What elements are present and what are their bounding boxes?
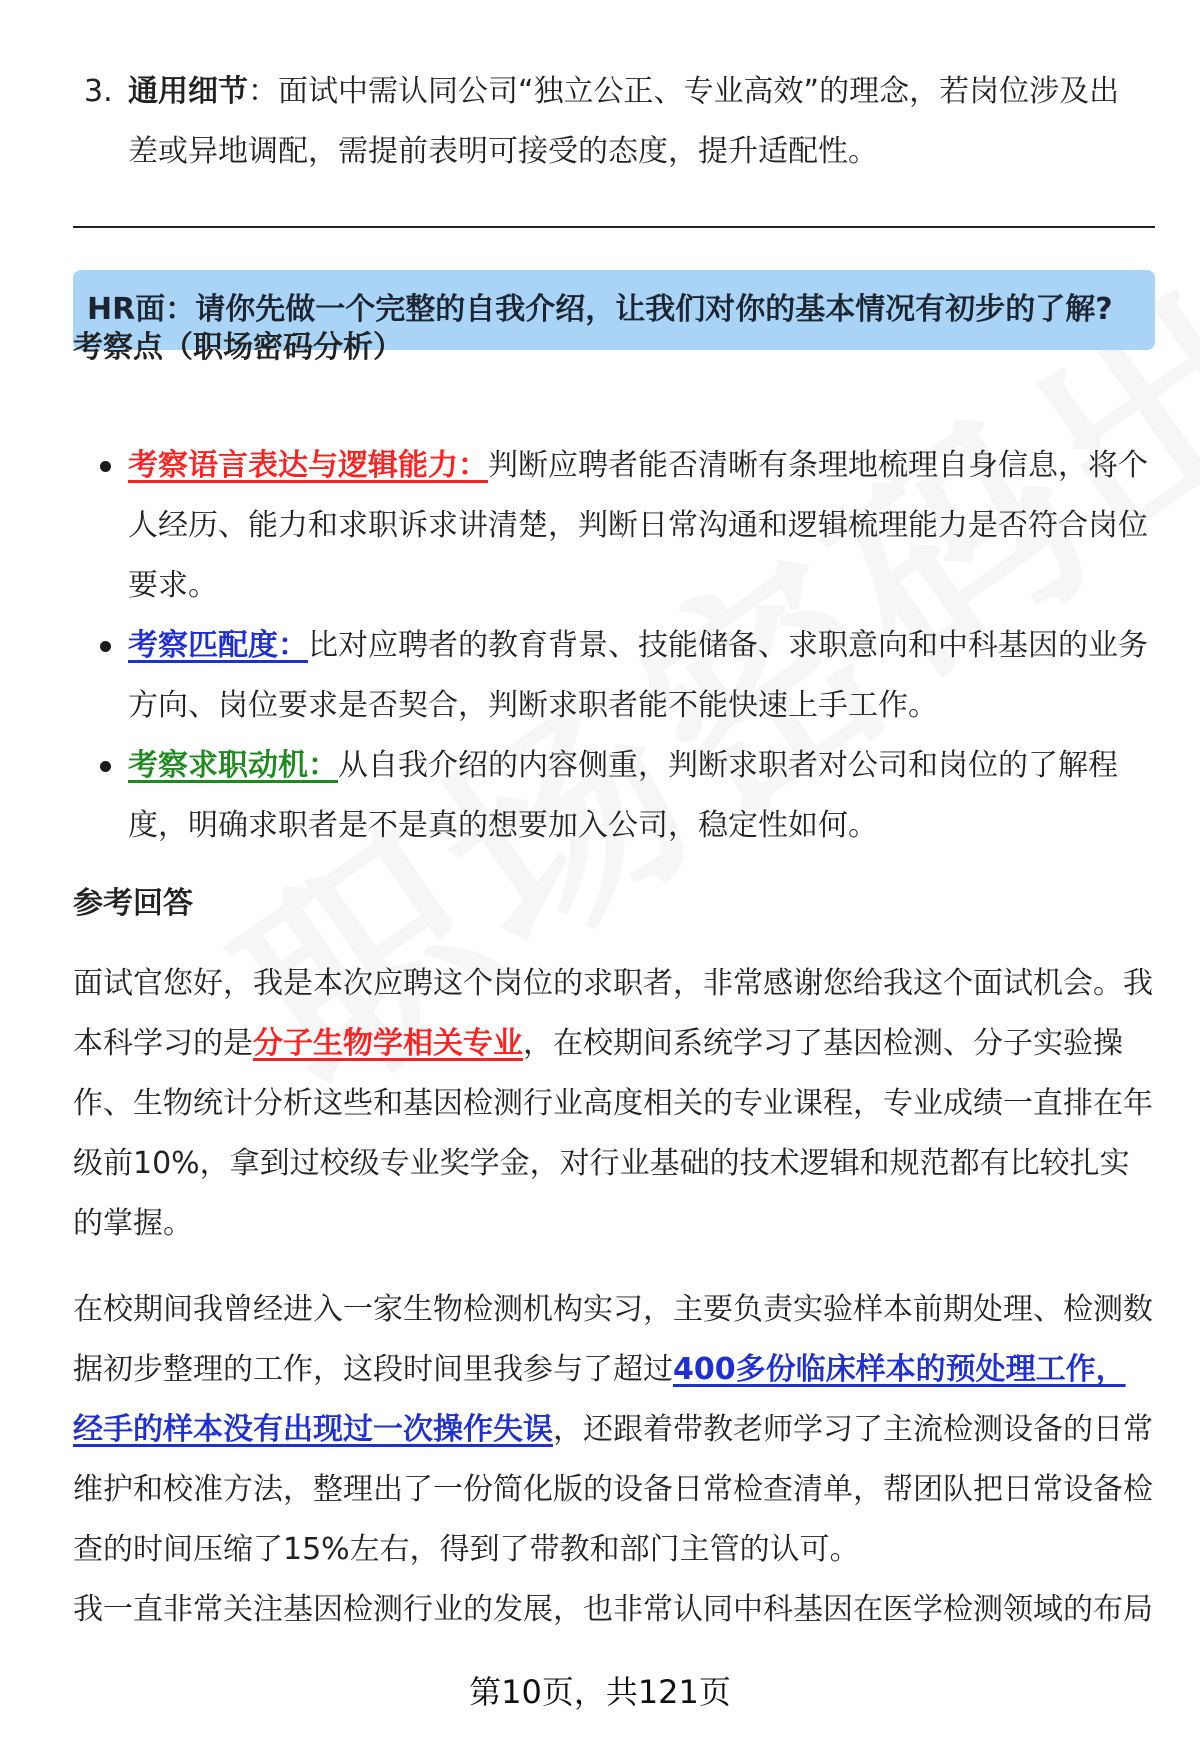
analysis-heading: 考察点（职场密码分析）: [73, 330, 403, 365]
list-item: [73, 616, 1155, 736]
page-number: 第10页，共121页: [469, 1673, 731, 1711]
bullet-keyword: 考察求职动机：: [128, 748, 338, 783]
para-text: 在校期间我曾经进入一家生物检测机构实习，主要负责实验样本前期处理、检测数据初步整理的工作，这段时间里我参与了超过: [73, 1292, 1153, 1387]
numbered-item-3: [84, 62, 1144, 182]
question-text: HR面：请你先做一个完整的自我介绍，让我们对你的基本情况有初步的了解?: [87, 292, 1113, 327]
bullet-dot: [100, 461, 111, 472]
para-highlight: 分子生物学相关专业: [253, 1026, 523, 1061]
item-separator: ：: [248, 74, 278, 109]
answer-paragraph-1: [73, 954, 1155, 1254]
para-text: ，在校期间系统学习了基因检测、分子实验操作、生物统计分析这些和基因检测行业高度相关的专业课程，专业成绩一直排在年级前10%，拿到过校级专业奖学金，对行业基础的技术逻辑和规范都有比较扎实的掌握。: [73, 1026, 1153, 1241]
answer-paragraph-3: 我一直非常关注基因检测行业的发展，也非常认同中科基因在医学检测领域的布局: [73, 1592, 1153, 1627]
bullet-dot: [100, 761, 111, 772]
answer-paragraph-2: [73, 1280, 1155, 1580]
bullet-text: 判断应聘者能否清晰有条理地梳理自身信息，将个人经历、能力和求职诉求讲清楚，判断日常沟通和逻辑梳理能力是否符合岗位要求。: [128, 448, 1148, 603]
bullet-keyword: 考察匹配度：: [128, 628, 308, 663]
para-text: 面试官您好，我是本次应聘这个岗位的求职者，非常感谢您给我这个面试机会。我本科学习的是: [73, 966, 1153, 1061]
bullet-keyword: 考察语言表达与逻辑能力：: [128, 448, 488, 483]
para-text: ，还跟着带教老师学习了主流检测设备的日常维护和校准方法，整理出了一份简化版的设备日常检查清单，帮团队把日常设备检查的时间压缩了15%左右，得到了带教和部门主管的认可。: [73, 1412, 1153, 1567]
analysis-list: [73, 436, 1155, 856]
item-number: 3.: [84, 74, 113, 109]
item-label: 通用细节: [128, 74, 248, 109]
bullet-text: 比对应聘者的教育背景、技能储备、求职意向和中科基因的业务方向、岗位要求是否契合，判断求职者能不能快速上手工作。: [128, 628, 1148, 723]
list-item: [73, 436, 1155, 616]
section-divider: [73, 226, 1155, 228]
para-highlight: 400多份临床样本的预处理工作，经手的样本没有出现过一次操作失误: [73, 1352, 1126, 1447]
answer-heading: 参考回答: [73, 886, 193, 921]
bullet-text: 从自我介绍的内容侧重，判断求职者对公司和岗位的了解程度，明确求职者是不是真的想要加入公司，稳定性如何。: [128, 748, 1118, 843]
bullet-dot: [100, 641, 111, 652]
list-item: [73, 736, 1155, 856]
item-body: [128, 62, 1144, 182]
item-text: 面试中需认同公司“独立公正、专业高效”的理念，若岗位涉及出差或异地调配，需提前表明可接受的态度，提升适配性。: [128, 74, 1120, 169]
